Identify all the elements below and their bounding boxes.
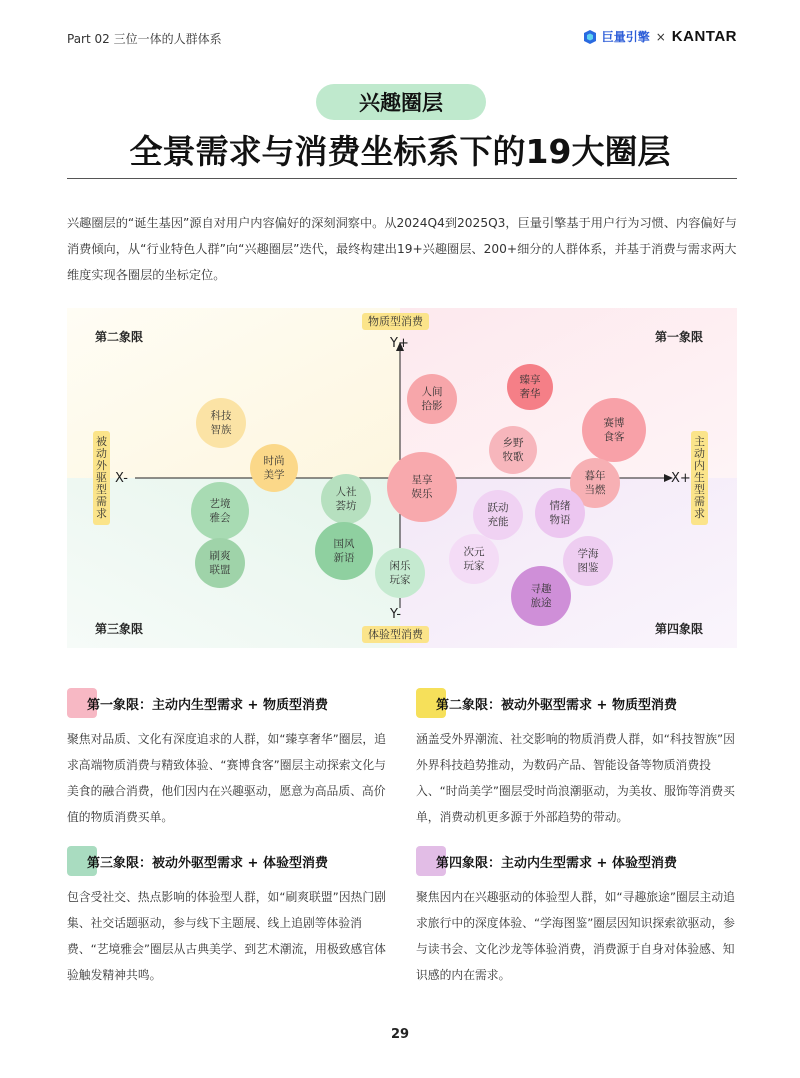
bubble-guofeng-xinyu: 国风新语 <box>315 522 373 580</box>
bubble-shuashuang-lianmeng: 刷爽联盟 <box>195 538 245 588</box>
card-body: 聚焦因内在兴趣驱动的体验型人群，如“寻趣旅途”圈层主动追求旅行中的深度体验、“学海图鉴”圈层因知识探索欲驱动，参与读书会、文化沙龙等体验消费，消费源于自身对体验感、知识感的内在需求。 <box>416 890 735 982</box>
card-title: 第一象限：主动内生型需求 + 物质型消费 <box>87 698 328 713</box>
bubble-shishang-meixue: 时尚美学 <box>250 444 298 492</box>
card-title: 第四象限：主动内生型需求 + 体验型消费 <box>436 856 677 871</box>
quadrant-3-label: 第三象限 <box>95 622 144 636</box>
bubble-keji-zhizu: 科技智族 <box>196 398 246 448</box>
quadrant-1-card <box>67 688 389 830</box>
page-header <box>67 28 737 50</box>
quadrant-1-label: 第一象限 <box>655 330 704 344</box>
card-body: 包含受社交、热点影响的体验型人群，如“刷爽联盟”因热门剧集、社交话题驱动，参与线下主题展、线上追剧等体验消费、“艺境雅会”圈层从古典美学、到艺术潮流，用极致感官体验触发精神共鸣。 <box>67 890 386 982</box>
section-label: Part 02 三位一体的人群体系 <box>67 32 222 46</box>
ocean-engine-logo-icon <box>582 29 598 45</box>
card-title: 第二象限：被动外驱型需求 + 物质型消费 <box>436 698 677 713</box>
brand-logos <box>582 28 737 45</box>
intro-paragraph: 兴趣圈层的“诞生基因”源自对用户内容偏好的深刻洞察中。从2024Q4到2025Q3，巨量引擎基于用户行为习惯、内容偏好与消费倾向，从“行业特色人群”向“兴趣圈层”迭代，最终构建出19+兴趣圈层、200+细分的人群体系，并基于消费与需求两大维度实现各圈层的坐标定位。 <box>67 216 737 282</box>
bubble-zhenxiang-shehua: 臻享奢华 <box>507 364 553 410</box>
section-pill-title: 兴趣圈层 <box>316 84 486 120</box>
bubble-yuedong-chongneng: 跃动充能 <box>473 490 523 540</box>
y-plus-label: Y+ <box>390 336 409 351</box>
bubble-xuehai-tujian: 学海图鉴 <box>563 536 613 586</box>
card-body: 聚焦对品质、文化有深度追求的人群，如“臻享奢华”圈层，追求高端物质消费与精致体验、“赛博食客”圈层主动探索文化与美食的融合消费，他们因内在兴趣驱动，愿意为高品质、高价值的物质消费买单。 <box>67 732 386 824</box>
page-title: 全景需求与消费坐标系下的19大圈层 <box>129 132 671 171</box>
brand-separator: × <box>655 29 666 44</box>
quadrant-2-label: 第二象限 <box>95 330 144 344</box>
ocean-engine-wordmark: 巨量引擎 <box>601 30 650 44</box>
y-minus-label: Y- <box>390 607 402 622</box>
quadrant-diagram <box>67 308 737 648</box>
quadrant-2-card <box>416 688 738 830</box>
card-title: 第三象限：被动外驱型需求 + 体验型消费 <box>87 856 328 871</box>
x-plus-label: X+ <box>671 471 691 486</box>
bubble-xingxiang-yule: 星享娱乐 <box>387 452 457 522</box>
kantar-logo: KANTAR <box>671 28 737 45</box>
title-divider <box>67 178 737 179</box>
bubble-renshe-huifang: 人社荟坊 <box>321 474 371 524</box>
bubble-xianle-wanjia: 闲乐玩家 <box>375 548 425 598</box>
quadrant-4-card <box>416 846 738 988</box>
bubble-xunqu-lvtu: 寻趣旅途 <box>511 566 571 626</box>
y-axis-bottom-tag: 体验型消费 <box>362 626 429 643</box>
x-minus-label: X- <box>115 471 128 486</box>
bubble-yijing-yahui: 艺境雅会 <box>191 482 249 540</box>
bubble-qingxu-wuyu: 情绪物语 <box>535 488 585 538</box>
bubble-renjian-shiying: 人间拾影 <box>407 374 457 424</box>
quadrant-3-card <box>67 846 389 988</box>
bubble-xiangye-muge: 乡野牧歌 <box>489 426 537 474</box>
bubble-saibo-shike: 赛博食客 <box>582 398 646 462</box>
bubble-munian-dangran: 暮年当燃 <box>570 458 620 508</box>
page-number: 29 <box>390 1027 410 1042</box>
card-body: 涵盖受外界潮流、社交影响的物质消费人群，如“科技智族”因外界科技趋势推动，为数码产品、智能设备等物质消费投入、“时尚美学”圈层受时尚浪潮驱动，为美妆、服饰等消费买单，消费动机更多源于外部趋势的带动。 <box>416 732 735 824</box>
y-axis-top-tag: 物质型消费 <box>362 313 429 330</box>
bubble-ciyuan-wanjia: 次元玩家 <box>449 534 499 584</box>
x-axis-right-tag: 主动内生型需求 <box>691 431 708 525</box>
quadrant-4-label: 第四象限 <box>655 622 704 636</box>
x-axis-left-tag: 被动外驱型需求 <box>93 431 110 525</box>
